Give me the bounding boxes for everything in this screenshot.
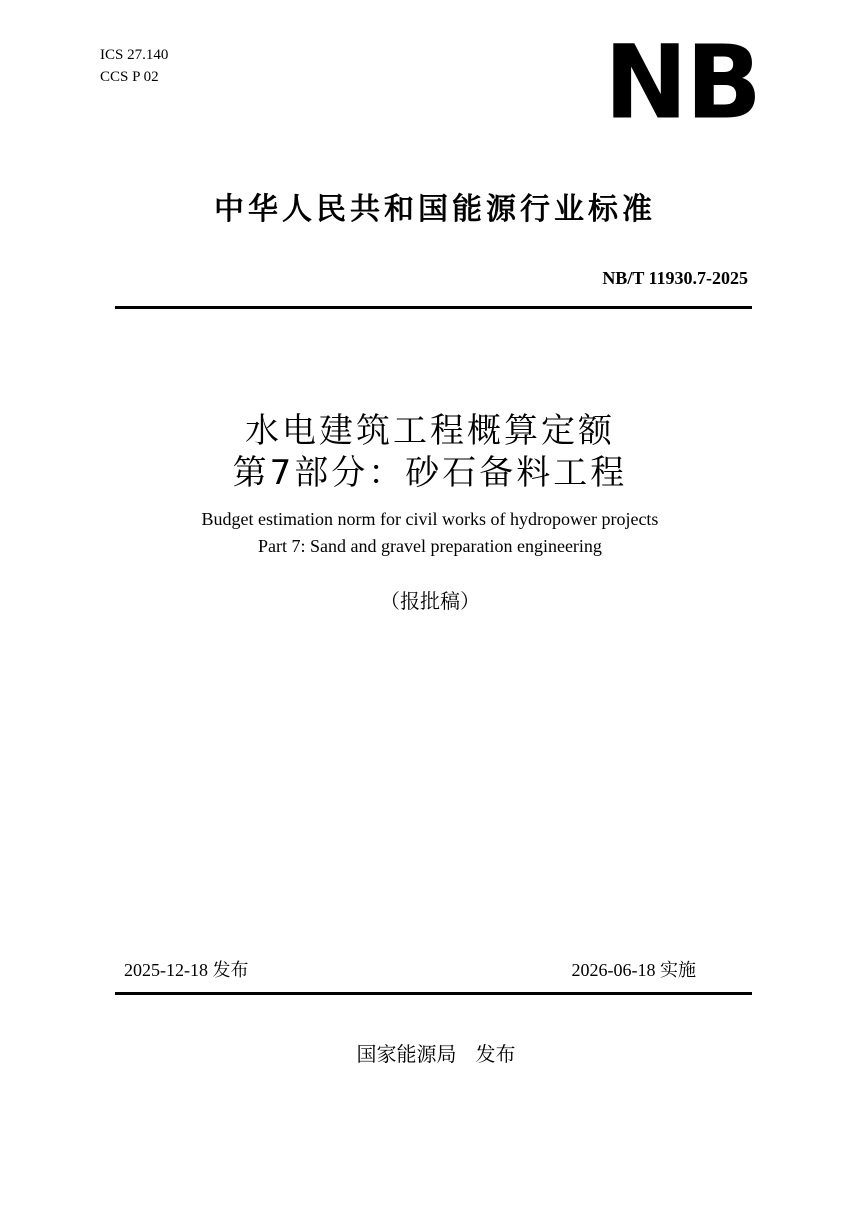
document-title-cn-line1: 水电建筑工程概算定额 (245, 411, 615, 451)
classification-codes (100, 44, 168, 88)
draft-status: （报批稿） (380, 589, 480, 613)
national-standard-title: 中华人民共和国能源行业标准 (214, 192, 656, 227)
document-title-cn-line2: 第7部分：砂石备料工程 (232, 453, 628, 493)
issue-label: 发布 (212, 960, 249, 981)
effective-label: 实施 (660, 960, 696, 981)
issue-date: 2025-12-18 (124, 960, 208, 980)
ics-code: ICS 27.140 (100, 47, 169, 63)
issuer-line (0, 1038, 860, 1070)
standard-number: NB/T 11930.7-2025 (602, 268, 748, 288)
effective-date: 2026-06-18 (571, 960, 656, 980)
document-title-en-line1: Budget estimation norm for civil works of hydropower projects (201, 509, 659, 529)
issuer-name: 国家能源局 (356, 1042, 457, 1066)
issue-date-line (124, 956, 249, 985)
ccs-code: CCS P 02 (100, 69, 159, 85)
bottom-divider (115, 992, 752, 995)
effective-date-line (572, 956, 697, 985)
top-divider (115, 306, 752, 309)
document-title-en-line2: Part 7: Sand and gravel preparation engineering (258, 536, 602, 556)
issuer-action: 发布 (475, 1042, 516, 1066)
nb-logo: NB (604, 22, 760, 143)
